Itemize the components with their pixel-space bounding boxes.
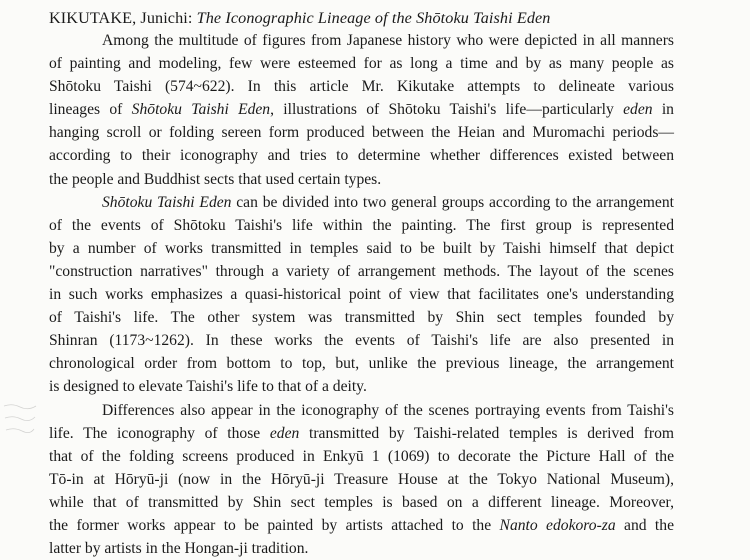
text-run: the people and Buddhist sects that used certain types. (49, 171, 381, 188)
text-run: Among the multitude of figures from Japanese history who were depicted in all manners (102, 32, 674, 49)
text-run: Tō-in at Hōryū-ji (now in the Hōryū-ji Treasure House at the Tokyo National Museum), (49, 471, 674, 488)
text-line (49, 537, 674, 560)
text-line (49, 306, 674, 329)
text-line (49, 445, 674, 468)
italic-term: Nanto edokoro-za (500, 517, 616, 534)
text-run: Differences also appear in the iconography of the scenes portraying events from Taishi's (102, 402, 674, 419)
italic-term: Shōtoku Taishi Eden (102, 194, 231, 211)
italic-term: eden (270, 425, 299, 442)
text-line (49, 191, 674, 214)
text-line (49, 98, 674, 121)
text-line (49, 52, 674, 75)
abstract-body (49, 29, 674, 560)
text-run: is designed to elevate Taishi's life to that of a deity. (49, 378, 367, 395)
text-run: of Taishi's life. The other system was transmitted by Shin sect temples founded by (49, 309, 674, 326)
text-run: lineages of (49, 101, 132, 118)
faint-margin-pencil-note (0, 400, 40, 450)
text-line (49, 168, 674, 191)
text-run: by a number of works transmitted in temples said to be built by Taishi himself that depict (49, 240, 674, 257)
text-line (49, 468, 674, 491)
text-line (49, 514, 674, 537)
text-line (49, 283, 674, 306)
text-line (49, 491, 674, 514)
text-line (49, 214, 674, 237)
text-line (49, 352, 674, 375)
text-line (49, 29, 674, 52)
text-run: according to their iconography and tries to determine whether differences existed between (49, 147, 674, 164)
text-run: , illustrations of Shōtoku Taishi's life—particularly (270, 101, 623, 118)
text-line (49, 422, 674, 445)
text-run: of the events of Shōtoku Taishi's life within the painting. The first group is represented (49, 217, 674, 234)
text-run: life. The iconography of those (49, 425, 270, 442)
italic-term: eden (623, 101, 652, 118)
text-line (49, 144, 674, 167)
author-name: KIKUTAKE, Junichi: (49, 9, 192, 27)
text-line (49, 237, 674, 260)
text-run: in such works emphasizes a quasi-historical point of view that facilitates one's understanding (49, 286, 674, 303)
text-line (49, 399, 674, 422)
text-run: latter by artists in the Hongan-ji tradition. (49, 540, 308, 557)
text-line (49, 329, 674, 352)
text-run: Shōtoku Taishi (574~622). In this article Mr. Kikutake attempts to delineate various (49, 78, 674, 95)
text-line (49, 375, 674, 398)
article-title: The Iconographic Lineage of the Shōtoku Taishi Eden (197, 9, 551, 27)
text-run: while that of transmitted by Shin sect temples is based on a different lineage. Moreover, (49, 494, 674, 511)
article-heading (49, 7, 551, 29)
paragraph-2 (49, 191, 674, 399)
text-run: chronological order from bottom to top, but, unlike the previous lineage, the arrangement (49, 355, 674, 372)
text-run: "construction narratives" through a variety of arrangement methods. The layout of the scenes (49, 263, 674, 280)
text-run: the former works appear to be painted by artists attached to the (49, 517, 500, 534)
paragraph-1 (49, 29, 674, 191)
text-run: of painting and modeling, few were esteemed for as long a time and by as many people as (49, 55, 674, 72)
text-run: and the (616, 517, 674, 534)
text-line (49, 260, 674, 283)
text-run: Shinran (1173~1262). In these works the events of Taishi's life are also presented in (49, 332, 674, 349)
text-run: can be divided into two general groups according to the arrangement (231, 194, 674, 211)
paragraph-3 (49, 399, 674, 560)
text-run: hanging scroll or folding sereen form produced between the Heian and Muromachi periods— (49, 124, 674, 141)
text-line (49, 121, 674, 144)
text-run: transmitted by Taishi-related temples is derived from (299, 425, 674, 442)
text-line (49, 75, 674, 98)
italic-term: Shōtoku Taishi Eden (132, 101, 270, 118)
text-run: in (653, 101, 674, 118)
text-run: that of the folding screens produced in Enkyū 1 (1069) to decorate the Picture Hall of the (49, 448, 674, 465)
